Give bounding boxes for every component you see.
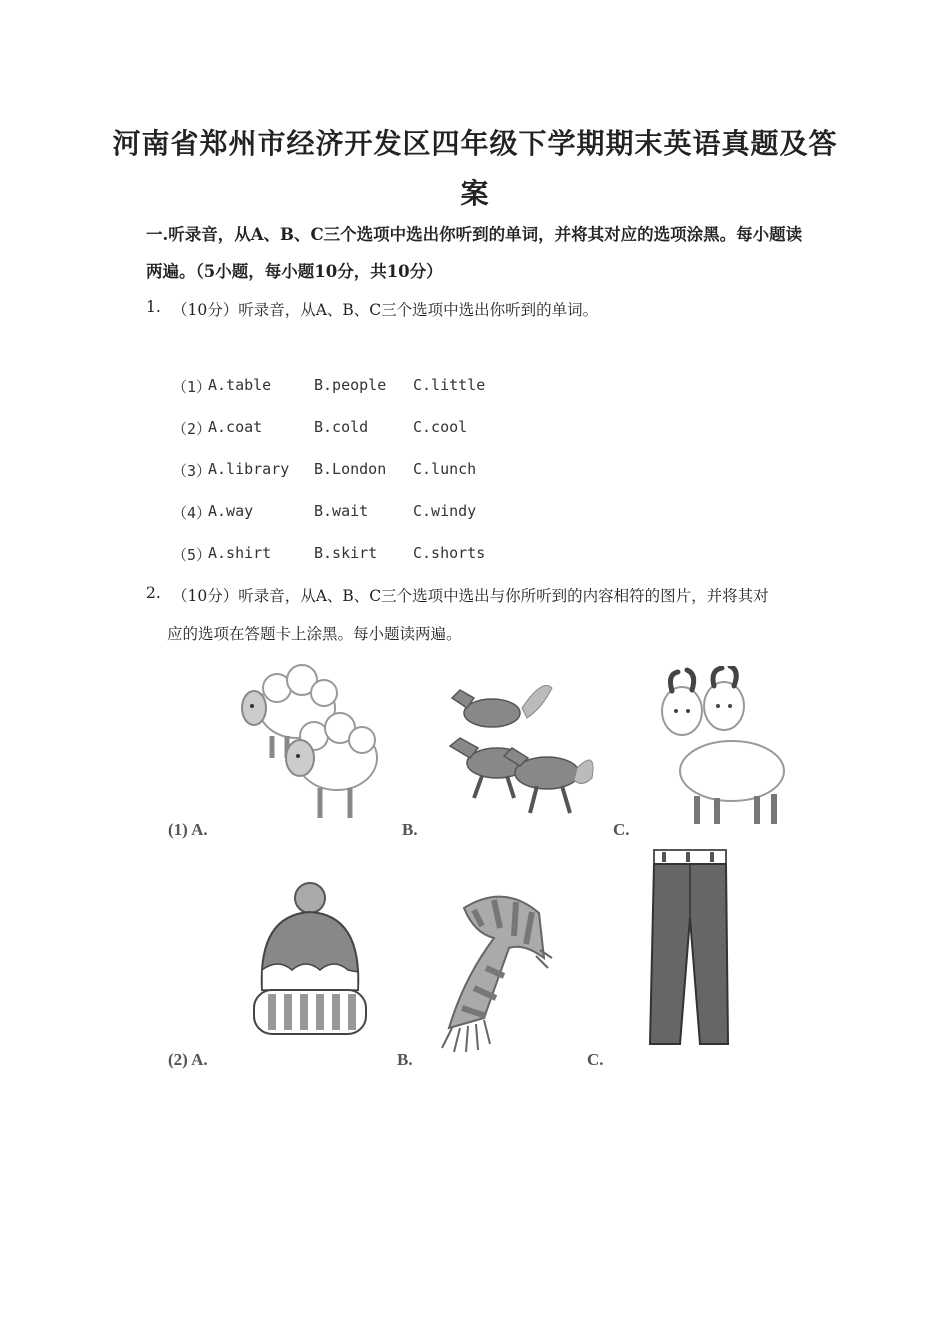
q2-row1-label-c: C.	[613, 820, 630, 839]
section-heading-line1: 一.听录音，从A、B、C三个选项中选出你听到的单词，并将其对应的选项涂黑。每小题读	[146, 225, 803, 244]
option-a: A.shirt	[208, 544, 272, 562]
horses-image	[442, 668, 602, 828]
page-title-line2: 案	[460, 177, 490, 210]
q2-row2-label-c: C.	[587, 1050, 604, 1069]
q2-number: 2.	[146, 584, 161, 602]
q1-number: 1.	[146, 298, 161, 316]
option-b: B.cold	[314, 418, 369, 436]
item-number: （5）	[172, 546, 212, 564]
q2-row2-label-a: (2) A.	[168, 1050, 208, 1069]
option-c: C.cool	[413, 418, 468, 436]
q2-row1-label-a: (1) A.	[168, 820, 208, 839]
item-number: （1）	[172, 378, 212, 396]
page-title-line1: 河南省郑州市经济开发区四年级下学期期末英语真题及答	[112, 127, 838, 160]
item-number: （4）	[172, 504, 212, 522]
trousers-image	[648, 848, 730, 1048]
section-heading	[146, 216, 826, 290]
option-c: C.lunch	[413, 460, 477, 478]
option-a: A.table	[208, 376, 272, 394]
option-b: B.wait	[314, 502, 369, 520]
sheep-image	[232, 658, 382, 828]
goats-image	[642, 666, 802, 831]
option-b: B.London	[314, 460, 387, 478]
hat-image	[248, 880, 372, 1040]
q2-text-line2: 应的选项在答题卡上涂黑。每小题读两遍。	[167, 625, 462, 643]
option-b: B.skirt	[314, 544, 378, 562]
option-b: B.people	[314, 376, 387, 394]
q2-text-line1: （10分）听录音，从A、B、C三个选项中选出与你所听到的内容相符的图片，并将其对	[172, 587, 769, 605]
section-heading-line2: 两遍。（5小题，每小题10分，共10分）	[146, 262, 443, 281]
option-a: A.library	[208, 460, 290, 478]
option-c: C.windy	[413, 502, 477, 520]
option-a: A.way	[208, 502, 254, 520]
item-number: （2）	[172, 420, 212, 438]
q1-text: （10分）听录音，从A、B、C三个选项中选出你听到的单词。	[172, 301, 599, 319]
option-c: C.little	[413, 376, 486, 394]
item-number: （3）	[172, 462, 212, 480]
option-a: A.coat	[208, 418, 263, 436]
q2-row2-label-b: B.	[397, 1050, 413, 1069]
option-c: C.shorts	[413, 544, 486, 562]
scarf-image	[424, 888, 554, 1060]
q2-row1-label-b: B.	[402, 820, 418, 839]
